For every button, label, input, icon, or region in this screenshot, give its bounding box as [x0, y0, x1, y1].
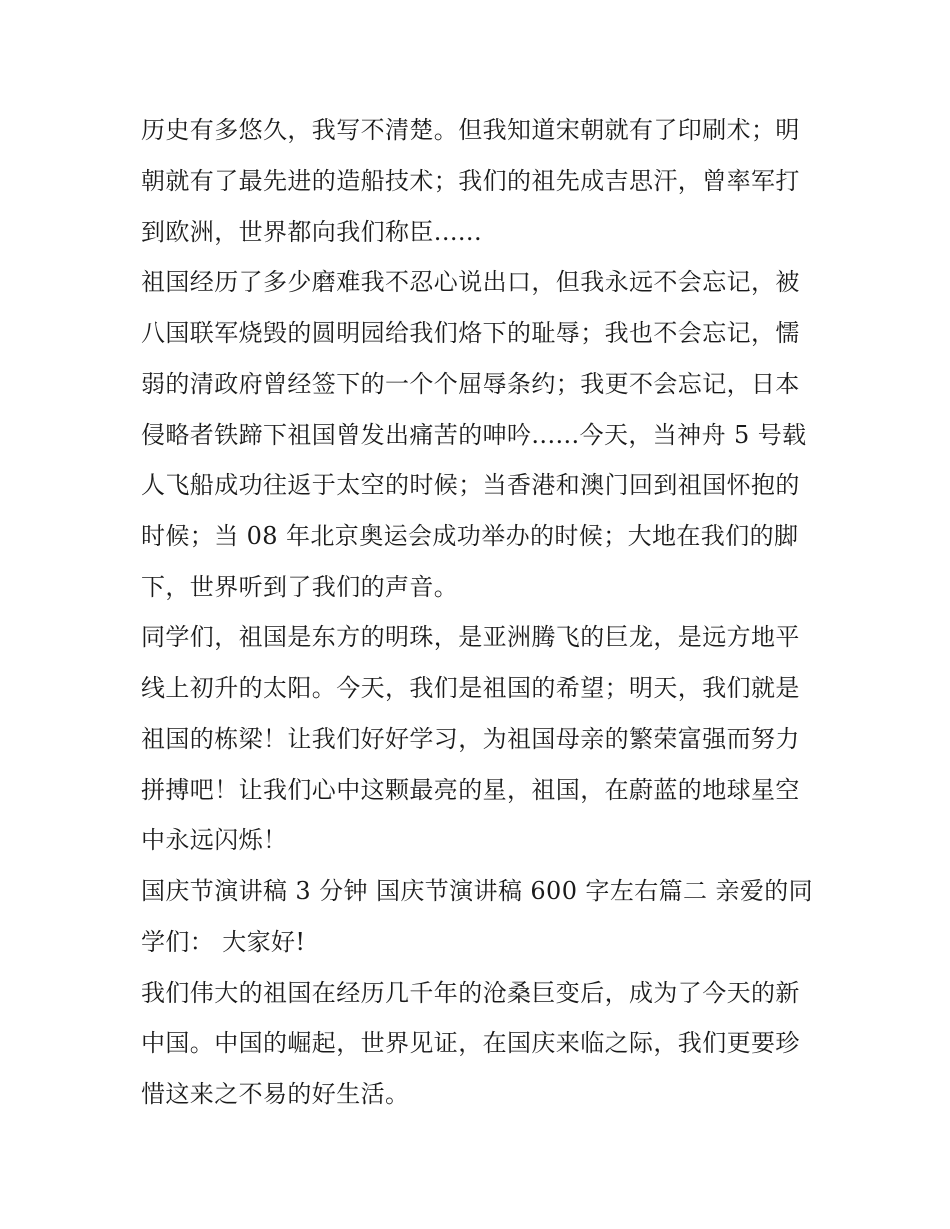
text-line: 到欧洲，世界都向我们称臣...... [141, 218, 482, 246]
text-line: 中国。中国的崛起，世界见证，在国庆来临之际，我们更要珍 [141, 1029, 800, 1057]
text-line: 朝就有了最先进的造船技术；我们的祖先成吉思汗，曾率军打 [141, 167, 800, 195]
text-line: 国庆节演讲稿 3 分钟 国庆节演讲稿 600 字左右篇二 亲爱的同 [141, 877, 814, 905]
text-line: 同学们，祖国是东方的明珠，是亚洲腾飞的巨龙，是远方地平 [141, 623, 800, 651]
text-line: 历史有多悠久，我写不清楚。但我知道宋朝就有了印刷术；明 [141, 116, 800, 144]
text-line: 弱的清政府曾经签下的一个个屈辱条约；我更不会忘记，日本 [141, 370, 800, 398]
text-line: 下，世界听到了我们的声音。 [141, 573, 459, 601]
text-line: 拼搏吧！让我们心中这颗最亮的星，祖国，在蔚蓝的地球星空 [141, 776, 800, 804]
text-line: 我们伟大的祖国在经历几千年的沧桑巨变后，成为了今天的新 [141, 979, 800, 1007]
text-line: 线上初升的太阳。今天，我们是祖国的希望；明天，我们就是 [141, 674, 800, 702]
text-line: 祖国经历了多少磨难我不忍心说出口，但我永远不会忘记，被 [141, 268, 800, 296]
text-line: 祖国的栋梁！让我们好好学习，为祖国母亲的繁荣富强而努力 [141, 725, 800, 753]
text-line: 侵略者铁蹄下祖国曾发出痛苦的呻吟......今天，当神舟 5 号载 [141, 421, 807, 449]
text-line: 学们： 大家好! [141, 928, 306, 956]
text-line: 中永远闪烁！ [141, 826, 288, 854]
text-line: 人飞船成功往返于太空的时候；当香港和澳门回到祖国怀抱的 [141, 471, 800, 499]
text-line: 八国联军烧毁的圆明园给我们烙下的耻辱；我也不会忘记，懦 [141, 319, 800, 347]
text-line: 时候；当 08 年北京奥运会成功举办的时候；大地在我们的脚 [141, 522, 799, 550]
text-line: 惜这来之不易的好生活。 [141, 1080, 410, 1108]
